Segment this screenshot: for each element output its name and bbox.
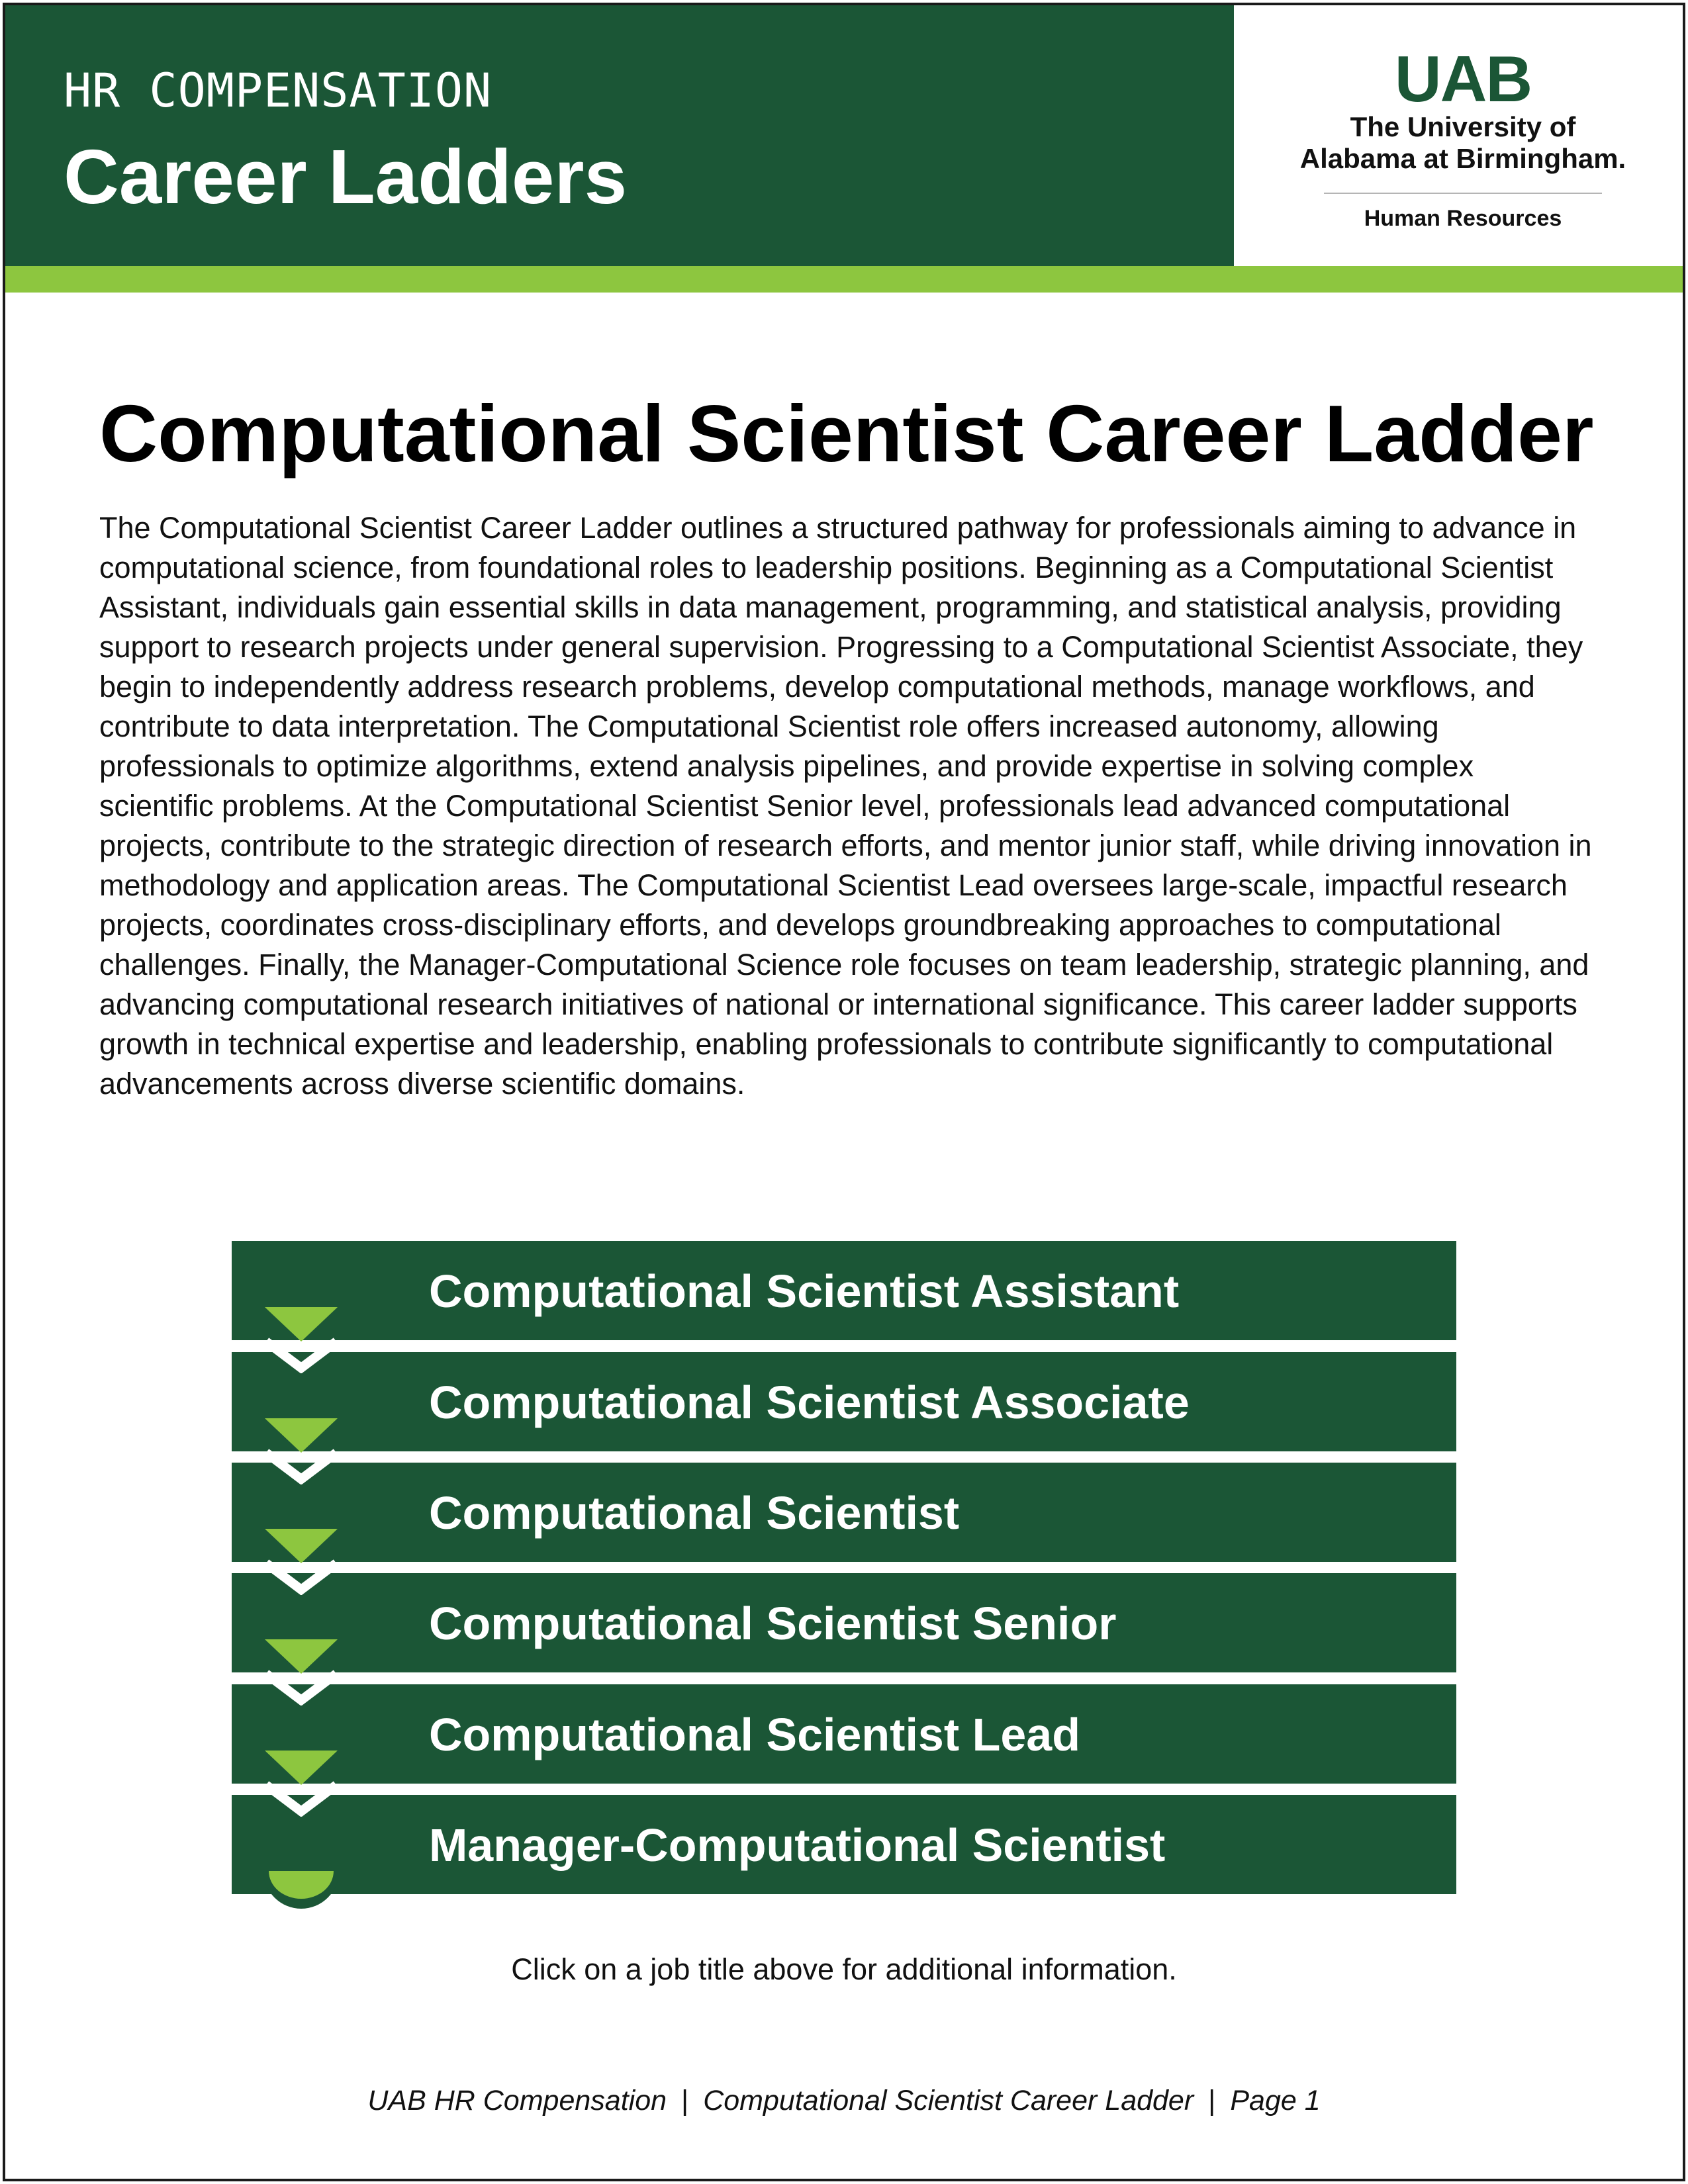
ladder-item-assistant[interactable] xyxy=(232,1241,1456,1340)
footer-separator: | xyxy=(681,2085,689,2116)
chevron-down-icon xyxy=(232,1529,338,1595)
ladder-item-label[interactable]: Computational Scientist Lead xyxy=(429,1709,1080,1760)
ladder-item-label[interactable]: Computational Scientist Assistant xyxy=(429,1265,1180,1317)
footer-org: UAB HR Compensation xyxy=(367,2085,667,2116)
chevron-down-icon xyxy=(232,1639,338,1706)
ladder-item-label[interactable]: Manager-Computational Scientist xyxy=(429,1819,1166,1871)
ladder-item-scientist[interactable] xyxy=(232,1463,1456,1562)
uab-logo-mark: UAB xyxy=(1394,42,1532,115)
logo-university-line1: The University of xyxy=(1350,111,1576,142)
header-kicker: HR COMPENSATION xyxy=(64,64,492,118)
ladder-item-label[interactable]: Computational Scientist Associate xyxy=(429,1377,1190,1428)
uab-logo xyxy=(1244,42,1681,232)
ladder-item-lead[interactable] xyxy=(232,1684,1456,1784)
ladder-item-senior[interactable] xyxy=(232,1573,1456,1672)
ladder-item-label[interactable]: Computational Scientist Senior xyxy=(429,1598,1117,1649)
footer-page-number: Page 1 xyxy=(1230,2085,1321,2116)
footer-separator: | xyxy=(1208,2085,1216,2116)
ladder-item-associate[interactable] xyxy=(232,1352,1456,1451)
header-title: Career Ladders xyxy=(64,134,628,220)
ladder-item-label[interactable]: Computational Scientist xyxy=(429,1487,960,1539)
logo-university-line2: Alabama at Birmingham. xyxy=(1299,143,1626,175)
cta-instruction: Click on a job title above for additional information. xyxy=(511,1952,1177,1986)
intro-paragraph: The Computational Scientist Career Ladder outlines a structured pathway for professionals aiming to advance in computational science, from foundational roles to leadership positions. Beginning as a Computational Scientist Assistant, individuals gain essential skills in data management, programming, and statistical analysis, providing support to research projects under general supervision. Progressing to a Computational Scientist Associate, they begin to independently address research problems, develop computational methods, manage workflows, and contribute to data interpretation. The Computational Scientist role offers increased autonomy, allowing professionals to optimize algorithms, extend analysis pipelines, and provide expertise in solving complex scientific problems. At the Computational Scientist Senior level, professionals lead advanced computational projects, contribute to the strategic direction of research efforts, and mentor junior staff, while driving innovation in methodology and application areas. The Computational Scientist Lead oversees large-scale, impactful research projects, coordinates cross-disciplinary efforts, and develops groundbreaking approaches to computational challenges. Finally, the Manager-Computational Science role focuses on team leadership, strategic planning, and advancing computational research initiatives of national or international significance. This career ladder supports growth in technical expertise and leadership, enabling professionals to contribute significantly to computational advancements across diverse scientific domains. xyxy=(99,511,1592,1101)
ladder-end-icon xyxy=(232,1870,338,1929)
accent-strip xyxy=(5,266,1683,293)
logo-divider xyxy=(1324,193,1602,194)
ladder-item-manager[interactable] xyxy=(232,1795,1456,1894)
page-title: Computational Scientist Career Ladder xyxy=(99,388,1594,478)
footer-doc-title: Computational Scientist Career Ladder xyxy=(703,2085,1194,2116)
chevron-down-icon xyxy=(232,1307,338,1373)
chevron-down-icon xyxy=(232,1418,338,1484)
logo-department: Human Resources xyxy=(1364,205,1562,231)
chevron-down-icon xyxy=(232,1751,338,1817)
footer xyxy=(0,2085,1688,2117)
